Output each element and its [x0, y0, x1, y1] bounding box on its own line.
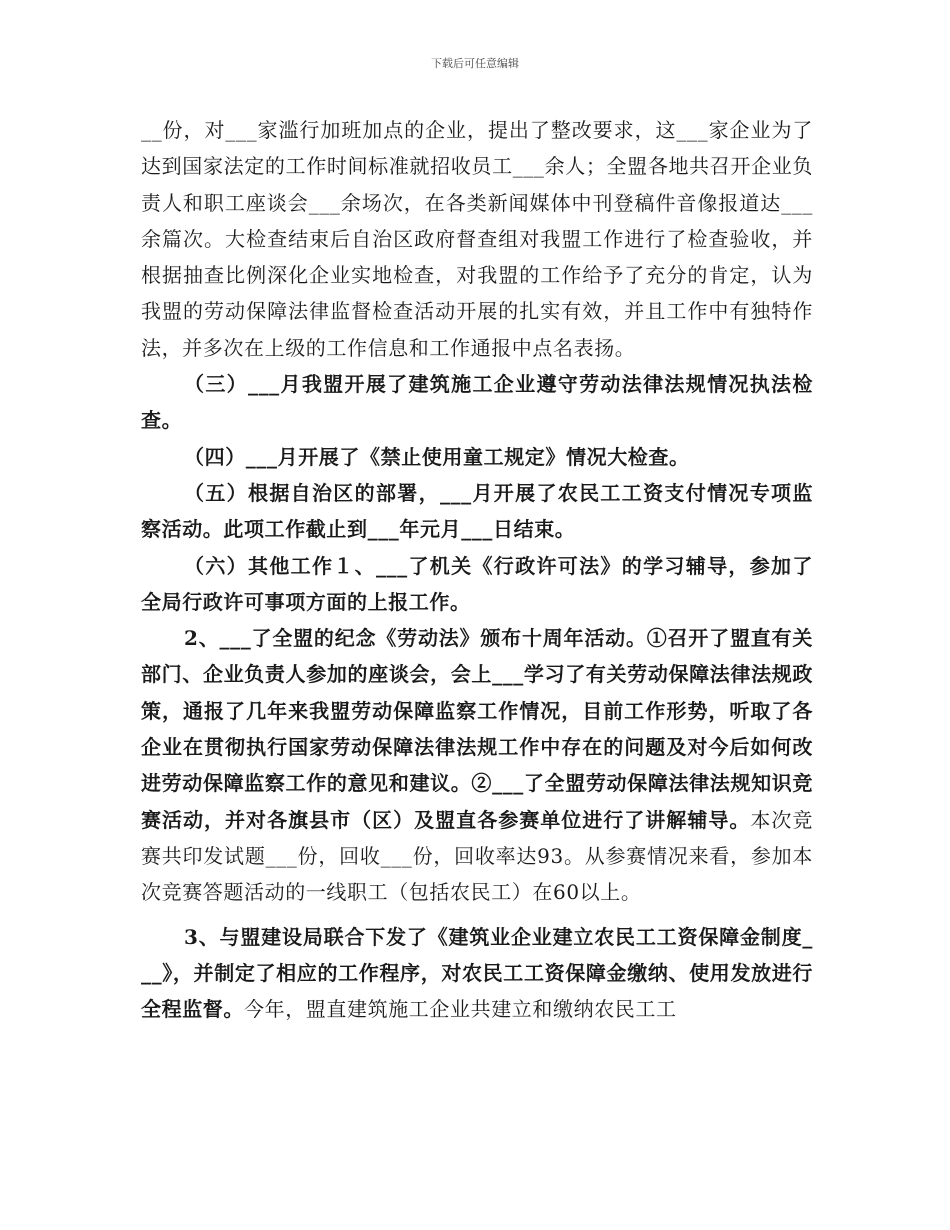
- paragraph-item-3-bold: 3、与盟建设局联合下发了《建筑业企业建立农民工工资保障金制度___》，并制定了相应的工作程序，对农民工工资保障金缴纳、使用发放进行全程监督。: [141, 924, 813, 1022]
- document-body: [141, 112, 813, 1027]
- paragraph-item-2-bold: 2、___了全盟的纪念《劳动法》颁布十周年活动。①召开了盟直有关部门、企业负责人参加的座谈会，会上___学习了有关劳动保障法律法规政策，通报了几年来我盟劳动保障监察工作情况，目前工作形势，听取了各企业在贯彻执行国家劳动保障法律法规工作中存在的问题及对今后如何改进劳动保障监察工作的意见和建议。②___了全盟劳动保障法律法规知识竞赛活动，并对各旗县市（区）及盟直各参赛单位进行了讲解辅导。: [141, 626, 813, 832]
- paragraph-1: __份，对___家滥行加班加点的企业，提出了整改要求，这___家企业为了达到国家法定的工作时间标准就招收员工___余人；全盟各地共召开企业负责人和职工座谈会___余场次，在各类新闻媒体中刊登稿件音像报道达___余篇次。大检查结束后自治区政府督查组对我盟工作进行了检查验收，并根据抽查比例深化企业实地检查，对我盟的工作给予了充分的肯定，认为我盟的劳动保障法律监督检查活动开展的扎实有效，并且工作中有独特作法，并多次在上级的工作信息和工作通报中点名表扬。: [141, 118, 813, 360]
- paragraph-item-2-normal: 本次竞赛共印发试题___份，回收___份，回收率达93。从参赛情况来看，参加本次竞赛答题活动的一线职工（包括农民工）在60以上。: [141, 807, 813, 905]
- paragraph-item-3-normal: 今年，盟直建筑施工企业共建立和缴纳农民工工: [244, 997, 677, 1022]
- paragraph-item-2: [141, 620, 813, 910]
- paragraph-section-5: （五）根据自治区的部署，___月开展了农民工工资支付情况专项监察活动。此项工作截止到___年元月___日结束。: [141, 480, 813, 542]
- paragraph-section-6: （六）其他工作１、___了机关《行政许可法》的学习辅导，参加了全局行政许可事项方面的上报工作。: [141, 553, 813, 614]
- paragraph-section-3: （三）___月我盟开展了建筑施工企业遵守劳动法律法规情况执法检查。: [141, 372, 813, 433]
- paragraph-section-4: （四）___月开展了《禁止使用童工规定》情况大检查。: [184, 444, 690, 469]
- paragraph-item-3: [141, 919, 813, 1028]
- page-header: 下载后可任意编辑: [431, 57, 519, 70]
